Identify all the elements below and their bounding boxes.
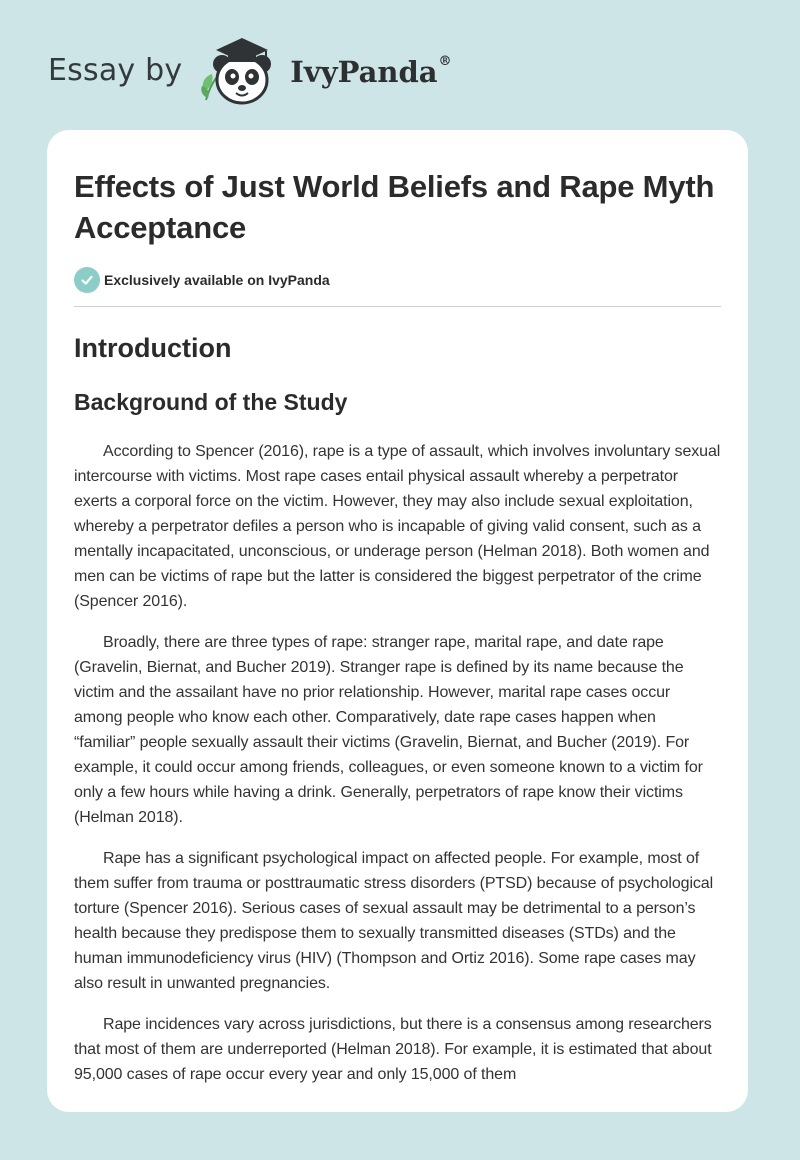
section-heading: Introduction (74, 333, 232, 363)
panda-logo-icon (196, 30, 284, 110)
body-paragraph: Rape has a significant psychological impact on affected people. For example, most of them suffer from trauma or posttraumatic stress disorders (PTSD) because of psychological torture (Spencer 2016). Serious cases of sexual assault may be detrimental to a person’s health because they predispose them to sexually transmitted diseases (STDs) and the human immunodeficiency virus (HIV) (Thompson and Ortiz 2016). Some rape cases may also result in unwanted pregnancies. (74, 850, 714, 992)
essay-title: Effects of Just World Beliefs and Rape Myth Acceptance (74, 169, 715, 245)
body-paragraph: Rape incidences vary across jurisdictions, but there is a consensus among researchers that most of them are underreported (Helman 2018). For example, it is estimated that about 95,000 cases of rape occur every year and only 15,000 of them (74, 1016, 712, 1083)
body-paragraph: According to Spencer (2016), rape is a type of assault, which involves involuntary sexual intercourse with victims. Most rape cases entail physical assault whereby a perpetrator exerts a corporal force on the victim. However, they may also include sexual exploitation, whereby a perpetrator defiles a person who is incapable of giving valid consent, such as a mentally incapacitated, unconscious, or underage person (Helman 2018). Both women and men can be victims of rape but the latter is considered the biggest perpetrator of the crime (Spencer 2016). (74, 443, 721, 610)
essay-card (47, 130, 748, 1112)
check-circle-icon (74, 267, 100, 293)
exclusive-badge (74, 266, 721, 294)
brand-name (290, 55, 451, 89)
body-paragraph: Broadly, there are three types of rape: stranger rape, marital rape, and date rape (Gravelin, Biernat, and Bucher 2019). Stranger rape is defined by its name because the victim and the assailant have no prior relationship. However, marital rape cases occur among people who know each other. Comparatively, date rape cases happen when “familiar” people sexually assault their victims (Gravelin, Biernat, and Bucher (2019). For example, it could occur among friends, colleagues, or even someone known to a victim for only a few hours while having a drink. Generally, perpetrators of rape know their victims (Helman 2018). (74, 634, 703, 826)
divider (74, 306, 721, 307)
essay-content (47, 130, 748, 1087)
registered-mark: ® (438, 54, 452, 70)
brand-name-text: IvyPanda (290, 55, 438, 89)
exclusive-badge-text: Exclusively available on IvyPanda (104, 272, 330, 288)
site-header (48, 30, 452, 110)
essay-by-label: Essay by (48, 52, 183, 88)
subsection-heading: Background of the Study (74, 389, 348, 415)
